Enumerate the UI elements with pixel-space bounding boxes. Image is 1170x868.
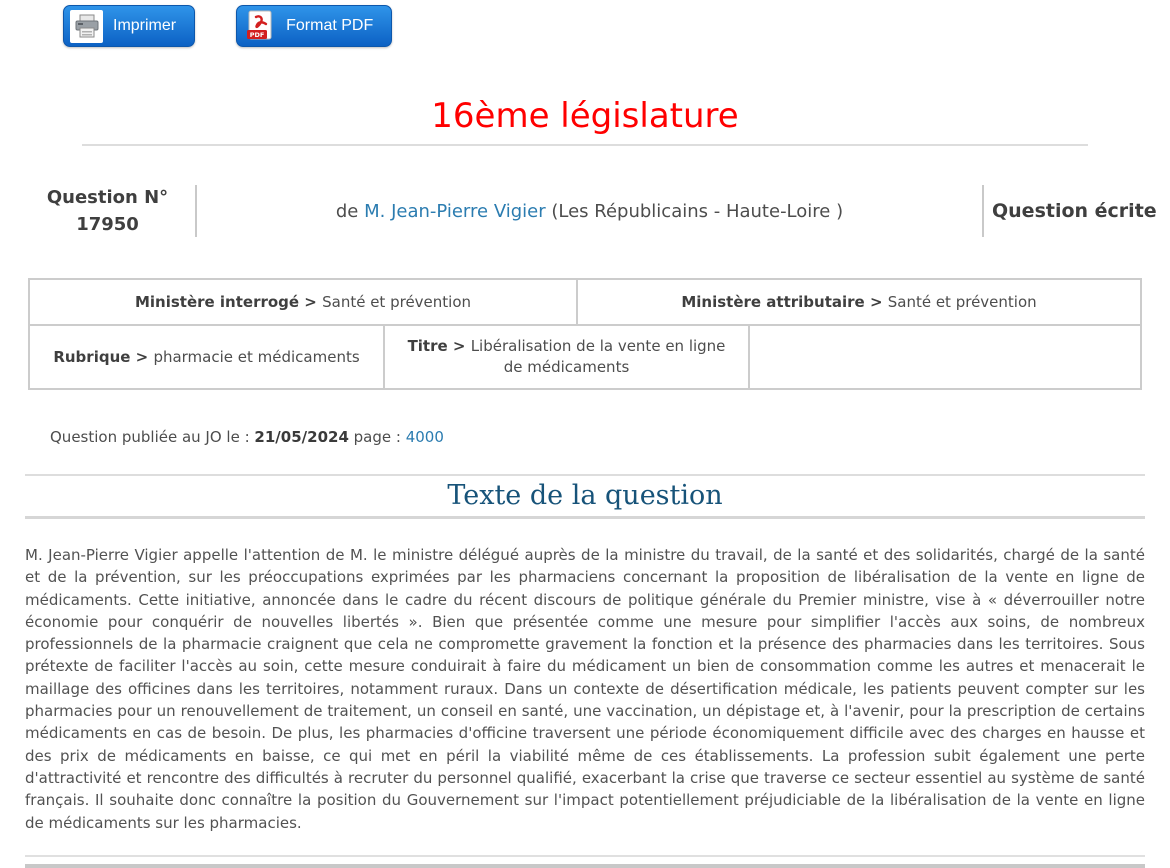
meta-row-rubrique-titre (28, 324, 1142, 390)
meta-cell-rubrique (28, 324, 385, 390)
next-section-divider-top (25, 855, 1145, 857)
meta-value: Santé et prévention (322, 292, 472, 311)
meta-table (28, 278, 1142, 390)
question-number-value: 17950 (76, 214, 139, 235)
section-divider-bottom (25, 516, 1145, 519)
author-link[interactable]: M. Jean-Pierre Vigier (364, 200, 546, 222)
meta-cell-empty (748, 324, 1142, 390)
publication-prefix: Question publiée au JO le : (50, 428, 255, 446)
question-number-label: Question N° (46, 187, 169, 208)
pdf-button[interactable] (236, 5, 392, 47)
section-divider-top (25, 474, 1145, 476)
meta-cell-titre (383, 324, 750, 390)
question-author (197, 201, 982, 222)
question-type-badge: Question écrite (992, 200, 1157, 222)
publication-page-label: page : (348, 428, 406, 446)
next-section-divider-partial (25, 864, 1145, 868)
meta-value: Santé et prévention (887, 292, 1037, 311)
question-header (0, 184, 1170, 238)
meta-label: Rubrique > (53, 347, 154, 366)
question-text: M. Jean-Pierre Vigier appelle l'attention de M. le ministre délégué auprès de la ministre du travail, de la santé et des solidarités, chargé de la santé et de la prévention, sur les préoccupations exprimées par les pharmaciens concernant la proposition de libéralisation de la vente en ligne de médicaments. Cette initiative, annoncée dans le cadre du récent discours de politique générale du Premier ministre, vise à « déverrouiller notre économie pour conquérir de nouvelles libertés ». Bien que présentée comme une mesure pour simplifier l'accès aux soins, de nombreux professionnels de la pharmacie craignent que cela ne compromette gravement la fonction et la présence des pharmacies dans les territoires. Sous prétexte de faciliter l'accès au soin, cette mesure conduirait à faire du médicament un bien de consommation comme les autres et menacerait le maillage des officines dans les territoires, notamment ruraux. Dans un contexte de désertification médicale, les patients peuvent compter sur les pharmacies pour un renouvellement de traitement, un conseil en santé, une vaccination, un dépistage et, à l'avenir, pour la prescription de certains médicaments en cas de besoin. De plus, les pharmacies d'officine traversent une période économiquement difficile avec des charges en hausse et des prix de médicaments en baisse, ce qui met en péril la viabilité même de ces établissements. La profession subit également une perte d'attractivité et rencontre des difficultés à recruter du personnel qualifié, exacerbant la crise que traverse ce secteur essentiel au système de santé français. Il souhaite donc connaître la position du Gouvernement sur l'impact potentiellement préjudiciable de la libéralisation de la vente en ligne de médicaments sur les pharmacies. (25, 546, 1145, 832)
question-section-title: Texte de la question (447, 480, 723, 511)
print-button-label: Imprimer (113, 17, 177, 34)
question-number (20, 184, 195, 238)
meta-cell-ministere-interroge (28, 278, 578, 326)
publication-page-link[interactable]: 4000 (405, 428, 444, 446)
author-suffix: (Les Républicains - Haute-Loire ) (545, 200, 844, 222)
meta-value: pharmacie et médicaments (153, 347, 360, 366)
title-divider (82, 144, 1088, 146)
printer-icon (70, 10, 103, 43)
meta-cell-ministere-attributaire (576, 278, 1142, 326)
pdf-file-icon (243, 10, 276, 43)
meta-label: Ministère attributaire > (681, 292, 888, 311)
meta-label: Ministère interrogé > (134, 292, 323, 311)
meta-label: Titre > (407, 337, 471, 355)
author-prefix: de (335, 200, 365, 222)
svg-text:PDF: PDF (249, 31, 264, 39)
toolbar (0, 0, 1170, 47)
publication-line (50, 428, 1170, 446)
meta-row-ministries (28, 278, 1142, 326)
print-button[interactable] (63, 5, 195, 47)
publication-date: 21/05/2024 (254, 428, 349, 446)
pdf-button-label: Format PDF (286, 17, 374, 34)
legislature-title: 16ème législature (431, 96, 739, 136)
meta-value: Libéralisation de la vente en ligne de médicaments (470, 337, 726, 376)
